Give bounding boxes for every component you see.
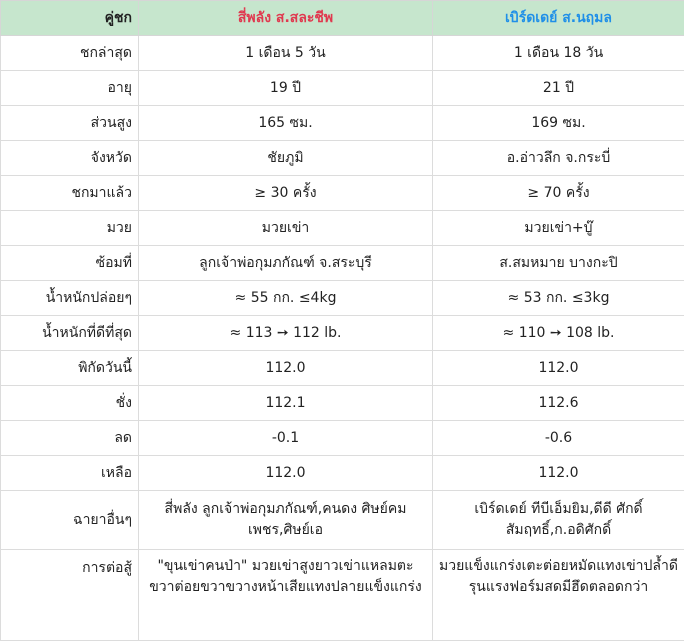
row-label: ซ้อมที่ xyxy=(1,246,139,281)
fighter2-value: 112.0 xyxy=(433,351,684,386)
fighter2-value: ≥ 70 ครั้ง xyxy=(433,176,684,211)
row-label: อายุ xyxy=(1,71,139,106)
fighter1-value: มวยเข่า xyxy=(139,211,433,246)
table-row xyxy=(1,491,684,550)
table-row xyxy=(1,316,684,351)
row-label: จังหวัด xyxy=(1,141,139,176)
row-label: การต่อสู้ xyxy=(1,550,139,641)
fighter2-value: 112.0 xyxy=(433,456,684,491)
fighter2-value: เบิร์ดเดย์ ทีบีเอ็มยิม,ดีดี ศักดิ์สัมฤทธิ์,ก.อดิศักดิ์ xyxy=(433,491,684,550)
fighter1-value: 165 ซม. xyxy=(139,106,433,141)
fighter1-value: -0.1 xyxy=(139,421,433,456)
fighter1-value: 112.0 xyxy=(139,456,433,491)
fighter1-value: 112.0 xyxy=(139,351,433,386)
fighter1-value: 112.1 xyxy=(139,386,433,421)
fighter2-value: มวยแข็งแกร่งเตะต่อยหมัดแทงเข่าปล้ำดี รุนแรงฟอร์มสดมีฮึดตลอดกว่า xyxy=(433,550,684,641)
row-label: ลด xyxy=(1,421,139,456)
row-label: มวย xyxy=(1,211,139,246)
row-label: เหลือ xyxy=(1,456,139,491)
fighter2-value: 169 ซม. xyxy=(433,106,684,141)
fighter1-value: ≈ 113 ➙ 112 lb. xyxy=(139,316,433,351)
fighter2-value: ส.สมหมาย บางกะปิ xyxy=(433,246,684,281)
fighter1-value: 19 ปี xyxy=(139,71,433,106)
row-label: ชกมาแล้ว xyxy=(1,176,139,211)
table-row xyxy=(1,246,684,281)
table-row xyxy=(1,211,684,246)
header-row xyxy=(1,1,684,36)
table-row xyxy=(1,71,684,106)
fighter1-value: ลูกเจ้าพ่อกุมภกัณฑ์ จ.สระบุรี xyxy=(139,246,433,281)
fighter1-value: ≈ 55 กก. ≤4kg xyxy=(139,281,433,316)
fighter2-name: เบิร์ดเดย์ ส.นฤมล xyxy=(433,1,684,36)
table-row xyxy=(1,386,684,421)
row-label: ฉายาอื่นๆ xyxy=(1,491,139,550)
fighter1-value: สี่พลัง ลูกเจ้าพ่อกุมภกัณฑ์,คนดง ศิษย์คมเพชร,ศิษย์เอ xyxy=(139,491,433,550)
table-row xyxy=(1,176,684,211)
row-label: พิกัดวันนี้ xyxy=(1,351,139,386)
fighter1-value: ชัยภูมิ xyxy=(139,141,433,176)
fighter1-value: "ขุนเข่าคนป่า" มวยเข่าสูงยาวเข่าแหลมตะขวาต่อยขวาขวางหน้าเสียแทงปลายแข็งแกร่ง xyxy=(139,550,433,641)
fighter2-value: 112.6 xyxy=(433,386,684,421)
fighter2-value: มวยเข่า+บู๊ xyxy=(433,211,684,246)
fighter2-value: อ.อ่าวลึก จ.กระบี่ xyxy=(433,141,684,176)
header-label: คู่ชก xyxy=(1,1,139,36)
row-label: ชั่ง xyxy=(1,386,139,421)
fighter1-value: ≥ 30 ครั้ง xyxy=(139,176,433,211)
table-row xyxy=(1,106,684,141)
fighter2-value: ≈ 53 กก. ≤3kg xyxy=(433,281,684,316)
table-row xyxy=(1,36,684,71)
fighter1-name: สี่พลัง ส.สละชีพ xyxy=(139,1,433,36)
fighter1-value: 1 เดือน 5 วัน xyxy=(139,36,433,71)
fighter2-value: ≈ 110 ➙ 108 lb. xyxy=(433,316,684,351)
table-row xyxy=(1,141,684,176)
row-label: ชกล่าสุด xyxy=(1,36,139,71)
fighter2-value: -0.6 xyxy=(433,421,684,456)
table-row xyxy=(1,281,684,316)
table-row xyxy=(1,456,684,491)
row-label: ส่วนสูง xyxy=(1,106,139,141)
row-label: น้ำหนักปล่อยๆ xyxy=(1,281,139,316)
table-row xyxy=(1,351,684,386)
table-row xyxy=(1,421,684,456)
fighter2-value: 1 เดือน 18 วัน xyxy=(433,36,684,71)
row-label: น้ำหนักที่ดีที่สุด xyxy=(1,316,139,351)
fighter2-value: 21 ปี xyxy=(433,71,684,106)
